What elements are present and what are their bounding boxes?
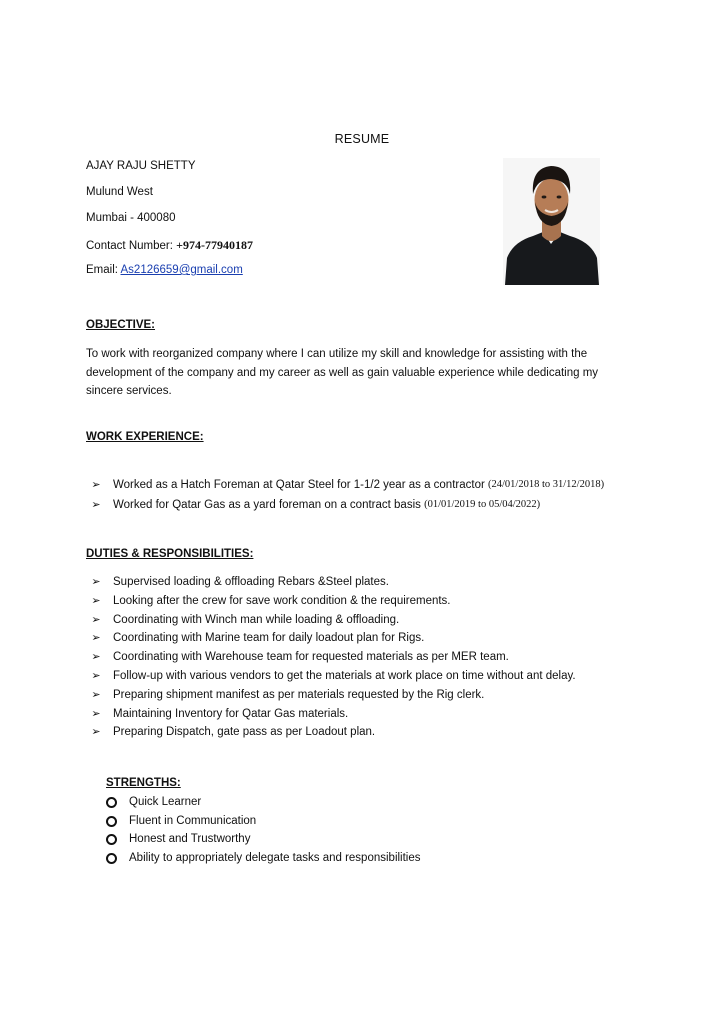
arrow-bullet-icon: ➢ (91, 594, 101, 607)
objective-heading: OBJECTIVE: (86, 319, 156, 331)
arrow-bullet-icon: ➢ (91, 479, 101, 491)
strength-item-text: Honest and Trustworthy (129, 833, 251, 846)
duty-item-text: Maintaining Inventory for Qatar Gas materials. (113, 707, 349, 720)
arrow-bullet-icon: ➢ (91, 707, 101, 720)
arrow-bullet-icon: ➢ (91, 632, 101, 645)
circle-bullet-icon (106, 816, 117, 827)
arrow-bullet-icon: ➢ (91, 651, 101, 664)
duty-item-text: Follow-up with various vendors to get the materials at work place on time without ant delay. (113, 669, 576, 682)
list-item (90, 686, 576, 705)
email-link[interactable]: As2126659@gmail.com (120, 264, 243, 276)
contact-line (86, 238, 253, 253)
list-item (106, 830, 421, 849)
arrow-bullet-icon: ➢ (91, 669, 101, 682)
contact-number: +974-77940187 (176, 238, 253, 252)
address-line-2: Mumbai - 400080 (86, 212, 176, 224)
arrow-bullet-icon: ➢ (91, 499, 101, 511)
circle-bullet-icon (106, 834, 117, 845)
circle-bullet-icon (106, 853, 117, 864)
strength-item-text: Ability to appropriately delegate tasks and responsibilities (129, 851, 421, 864)
list-item (90, 667, 576, 686)
duty-item-text: Coordinating with Marine team for daily loadout plan for Rigs. (113, 632, 425, 645)
work-experience-heading: WORK EXPERIENCE: (86, 431, 204, 443)
duty-item-text: Coordinating with Winch man while loading & offloading. (113, 613, 400, 626)
list-item (106, 849, 421, 868)
work-item-dates: (24/01/2018 to 31/12/2018) (488, 479, 605, 490)
email-label: Email: (86, 264, 118, 276)
list-item (90, 475, 604, 495)
strengths-list (106, 793, 421, 867)
contact-label: Contact Number: (86, 240, 173, 252)
email-line (86, 264, 243, 276)
duties-heading: DUTIES & RESPONSIBILITIES: (86, 548, 254, 560)
address-line-1: Mulund West (86, 186, 153, 198)
arrow-bullet-icon: ➢ (91, 726, 101, 739)
list-item (90, 648, 576, 667)
list-item (90, 495, 604, 515)
work-experience-list (90, 475, 604, 515)
arrow-bullet-icon: ➢ (91, 688, 101, 701)
list-item (90, 611, 576, 630)
duty-item-text: Preparing Dispatch, gate pass as per Loadout plan. (113, 726, 376, 739)
list-item (90, 723, 576, 742)
list-item (106, 793, 421, 812)
candidate-name: AJAY RAJU SHETTY (86, 160, 196, 172)
list-item (90, 573, 576, 592)
duties-list (90, 573, 576, 742)
strength-item-text: Fluent in Communication (129, 814, 257, 827)
work-item-text: Worked as a Hatch Foreman at Qatar Steel for 1-1/2 year as a contractor (113, 479, 485, 491)
circle-bullet-icon (106, 797, 117, 808)
list-item (90, 592, 576, 611)
arrow-bullet-icon: ➢ (91, 576, 101, 588)
list-item (106, 812, 421, 831)
duty-item-text: Coordinating with Warehouse team for requested materials as per MER team. (113, 651, 509, 664)
profile-photo (503, 158, 600, 285)
work-item-dates: (01/01/2019 to 05/04/2022) (424, 499, 541, 510)
list-item (90, 705, 576, 724)
duty-item-text: Looking after the crew for save work condition & the requirements. (113, 594, 451, 607)
objective-text: To work with reorganized company where I can utilize my skill and knowledge for assisting with the development of the company and my career as well as gain valuable experience while dedicating my sincere services. (86, 348, 599, 397)
arrow-bullet-icon: ➢ (91, 613, 101, 626)
list-item (90, 629, 576, 648)
strength-item-text: Quick Learner (129, 796, 202, 808)
page-title: RESUME (334, 132, 390, 146)
work-item-text: Worked for Qatar Gas as a yard foreman on a contract basis (113, 499, 421, 511)
duty-item-text: Preparing shipment manifest as per materials requested by the Rig clerk. (113, 688, 485, 701)
duty-item-text: Supervised loading & offloading Rebars &Steel plates. (113, 576, 389, 588)
strengths-heading: STRENGTHS: (106, 777, 181, 789)
